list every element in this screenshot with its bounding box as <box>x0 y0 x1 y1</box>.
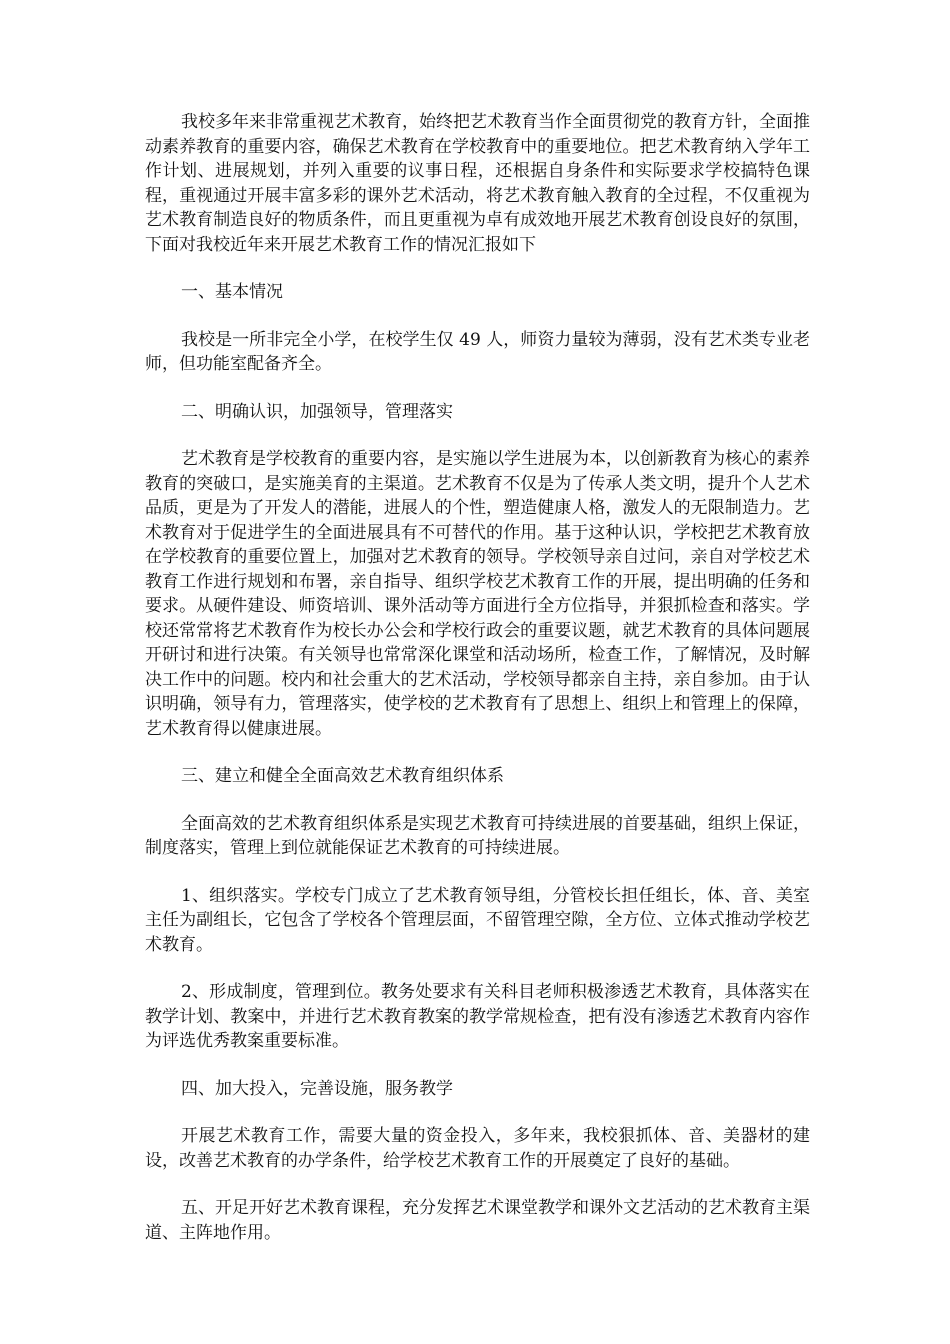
section-heading-curriculum: 五、开足开好艺术教育课程，充分发挥艺术课堂教学和课外文艺活动的艺术教育主渠道、主阵地作用。 <box>145 1198 810 1243</box>
organization-item-2: 2、形成制度，管理到位。教务处要求有关科目老师积极渗透艺术教育，具体落实在教学计划、教案中，并进行艺术教育教案的教学常规检查，把有没有渗透艺术教育内容作为评选优秀教案重要标准。 <box>145 982 810 1051</box>
section-heading-basic-situation: 一、基本情况 <box>181 282 283 302</box>
intro-paragraph: 我校多年来非常重视艺术教育，始终把艺术教育当作全面贯彻党的教育方针，全面推动素养教育的重要内容，确保艺术教育在学校教育中的重要地位。把艺术教育纳入学年工作计划、进展规划，并列入重要的议事日程，还根据自身条件和实际要求学校搞特色课程，重视通过开展丰富多彩的课外艺术活动，将艺术教育触入教育的全过程，不仅重视为艺术教育制造良好的物质条件，而且更重视为卓有成效地开展艺术教育创设良好的氛围，下面对我校近年来开展艺术教育工作的情况汇报如下 <box>145 112 810 255</box>
basic-situation-paragraph: 我校是一所非完全小学，在校学生仅 49 人，师资力量较为薄弱，没有艺术类专业老师，但功能室配备齐全。 <box>145 329 810 374</box>
organization-item-1: 1、组织落实。学校专门成立了艺术教育领导组，分管校长担任组长，体、音、美室主任为副组长，它包含了学校各个管理层面，不留管理空隙，全方位、立体式推动学校艺术教育。 <box>145 885 810 955</box>
section-heading-organization: 三、建立和健全全面高效艺术教育组织体系 <box>181 766 504 786</box>
leadership-paragraph: 艺术教育是学校教育的重要内容，是实施以学生进展为本，以创新教育为核心的素养教育的突破口，是实施美育的主渠道。艺术教育不仅是为了传承人类文明，提升个人艺术品质，更是为了开发人的潜能，进展人的个性，塑造健康人格，激发人的无限制造力。艺术教育对于促进学生的全面进展具有不可替代的作用。基于这种认识，学校把艺术教育放在学校教育的重要位置上，加强对艺术教育的领导。学校领导亲自过问，亲自对学校艺术教育工作进行规划和布署，亲自指导、组织学校艺术教育工作的开展，提出明确的任务和要求。从硬件建设、师资培训、课外活动等方面进行全方位指导，并狠抓检查和落实。学校还常常将艺术教育作为校长办公会和学校行政会的重要议题，就艺术教育的具体问题展开研讨和进行决策。有关领导也常常深化课堂和活动场所，检查工作，了解情况，及时解决工作中的问题。校内和社会重大的艺术活动，学校领导都亲自主持，亲自参加。由于认识明确，领导有力，管理落实，使学校的艺术教育有了思想上、组织上和管理上的保障，艺术教育得以健康进展。 <box>145 449 810 739</box>
section-heading-investment: 四、加大投入，完善设施，服务教学 <box>181 1078 453 1099</box>
document-body <box>145 110 810 1268</box>
section-heading-leadership: 二、明确认识，加强领导，管理落实 <box>181 401 453 422</box>
investment-paragraph: 开展艺术教育工作，需要大量的资金投入，多年来，我校狠抓体、音、美器材的建设，改善艺术教育的办学条件，给学校艺术教育工作的开展奠定了良好的基础。 <box>145 1126 810 1171</box>
organization-paragraph: 全面高效的艺术教育组织体系是实现艺术教育可持续进展的首要基础，组织上保证，制度落实，管理上到位就能保证艺术教育的可持续进展。 <box>145 813 810 858</box>
